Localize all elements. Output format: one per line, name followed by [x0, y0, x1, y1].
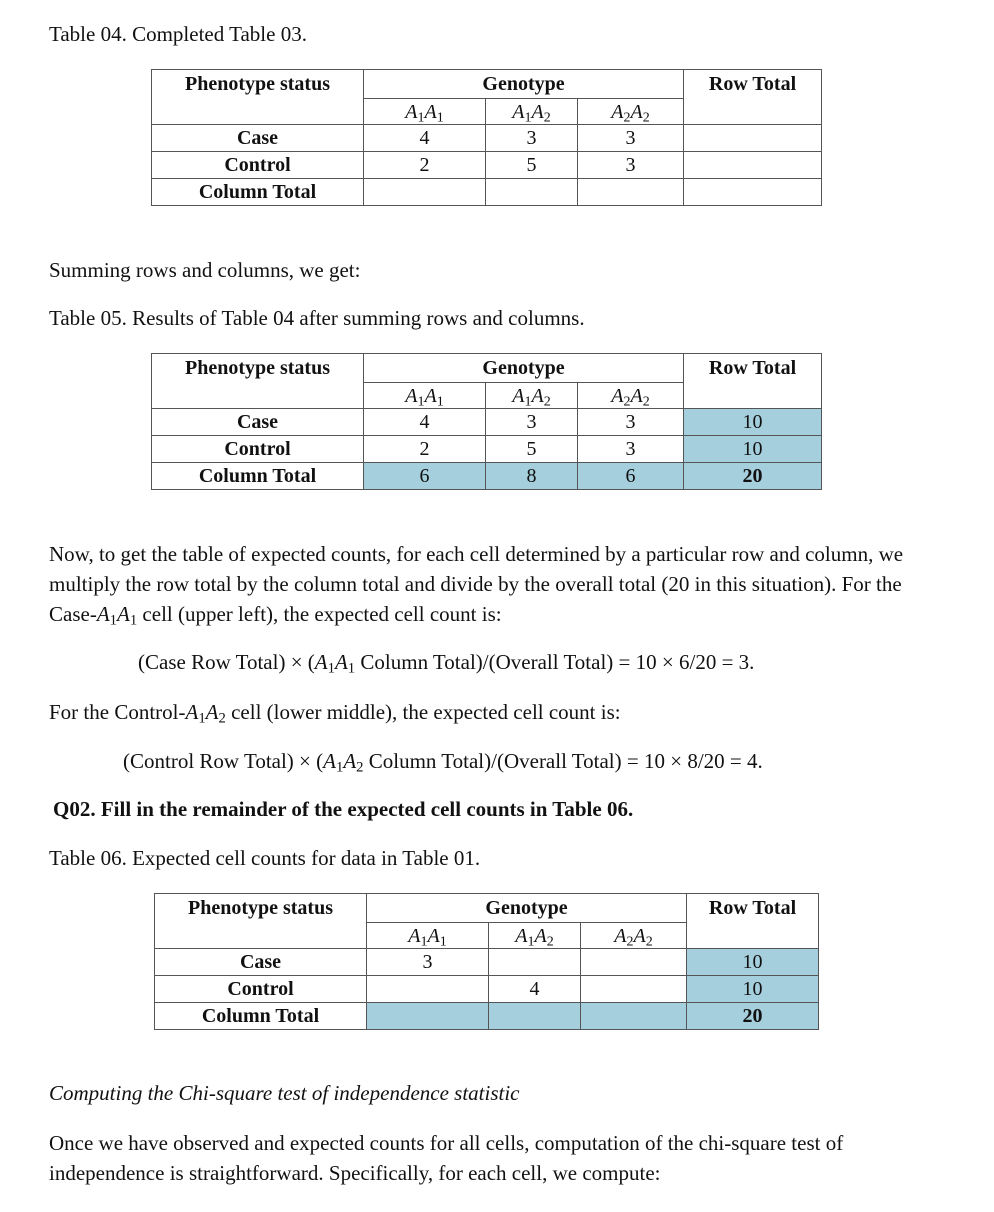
cell: 4 [489, 976, 581, 1003]
row-label: Column Total [152, 463, 364, 490]
genotype-a1a1: $A_1A_1$ [364, 99, 486, 125]
column-total [581, 1003, 687, 1030]
row-label: Column Total [155, 1003, 367, 1030]
genotype-a1a2: $A_1A_2$ [486, 99, 578, 125]
row-total: 10 [684, 409, 822, 436]
cell: 3 [486, 409, 578, 436]
cell: 4 [364, 125, 486, 152]
table-row [152, 436, 822, 463]
cell [367, 976, 489, 1003]
cell: 3 [578, 436, 684, 463]
table-row [155, 976, 819, 1003]
cell: 2 [364, 152, 486, 179]
table04-caption: Table 04. Completed Table 03. [49, 22, 307, 46]
table05-caption: Table 05. Results of Table 04 after summing rows and columns. [49, 306, 585, 330]
cell: 3 [578, 125, 684, 152]
cell: 3 [578, 152, 684, 179]
cell: 3 [578, 409, 684, 436]
section-heading: Computing the Chi-square test of independence statistic [49, 1081, 520, 1105]
chi-square-paragraph: Once we have observed and expected counts for all cells, computation of the chi-square test of independence is straightforward. Specifically, for each cell, we compute: [49, 1131, 844, 1185]
cell: 5 [486, 152, 578, 179]
row-label: Case [152, 409, 364, 436]
formula-control-a1a2: (Control Row Total) × ($A_1A_2$ Column Total)/(Overall Total) = 10 × 8/20 = 4. [123, 749, 763, 776]
genotype-a2a2: $A_2A_2$ [581, 923, 687, 949]
row-label: Control [155, 976, 367, 1003]
genotype-a1a1: $A_1A_1$ [364, 383, 486, 409]
genotype-header: Genotype [367, 894, 687, 923]
table-row [152, 409, 822, 436]
cell [581, 976, 687, 1003]
cell [364, 179, 486, 206]
genotype-header: Genotype [364, 354, 684, 383]
overall-total: 20 [687, 1003, 819, 1030]
cell [578, 179, 684, 206]
cell [581, 949, 687, 976]
cell: 4 [364, 409, 486, 436]
table-row [152, 125, 822, 152]
row-total: 10 [687, 976, 819, 1003]
cell: 3 [486, 125, 578, 152]
row-total: 10 [687, 949, 819, 976]
table06-caption: Table 06. Expected cell counts for data in Table 01. [49, 846, 481, 870]
row-total-header: Row Total [684, 354, 822, 383]
cell: 2 [364, 436, 486, 463]
genotype-header: Genotype [364, 70, 684, 99]
summing-text: Summing rows and columns, we get: [49, 258, 361, 282]
phenotype-header: Phenotype status [155, 894, 367, 923]
genotype-a1a1: $A_1A_1$ [367, 923, 489, 949]
genotype-a1a2: $A_1A_2$ [486, 383, 578, 409]
cell: 5 [486, 436, 578, 463]
phenotype-header: Phenotype status [152, 354, 364, 383]
cell [486, 179, 578, 206]
column-total: 8 [486, 463, 578, 490]
table-row [155, 1003, 819, 1030]
column-total [367, 1003, 489, 1030]
control-paragraph: For the Control-$A_1A_2$ cell (lower middle), the expected cell count is: [49, 700, 621, 727]
genotype-a2a2: $A_2A_2$ [578, 383, 684, 409]
table-row [152, 463, 822, 490]
genotype-a1a2: $A_1A_2$ [489, 923, 581, 949]
row-total: 10 [684, 436, 822, 463]
row-label: Case [155, 949, 367, 976]
row-total [684, 179, 822, 206]
question-q02: Q02. Fill in the remainder of the expected cell counts in Table 06. [53, 797, 634, 821]
table-row [152, 152, 822, 179]
cell: 3 [367, 949, 489, 976]
cell [489, 949, 581, 976]
formula-case-a1a1: (Case Row Total) × ($A_1A_1$ Column Total)/(Overall Total) = 10 × 6/20 = 3. [138, 650, 755, 677]
table-row [155, 949, 819, 976]
row-total-header: Row Total [684, 70, 822, 99]
expected-counts-paragraph: Now, to get the table of expected counts, for each cell determined by a particular row and column, we multiply the row total by the column total and divide by the overall total (20 in this situation). For the Case-$A_1A_1$ cell (upper left), the expected cell count is: [49, 542, 904, 629]
table-row [152, 179, 822, 206]
phenotype-header: Phenotype status [152, 70, 364, 99]
row-label: Control [152, 152, 364, 179]
row-total [684, 152, 822, 179]
column-total [489, 1003, 581, 1030]
genotype-a2a2: $A_2A_2$ [578, 99, 684, 125]
table04 [151, 69, 822, 206]
overall-total: 20 [684, 463, 822, 490]
table06 [154, 893, 819, 1030]
row-total-header: Row Total [687, 894, 819, 923]
column-total: 6 [578, 463, 684, 490]
table05 [151, 353, 822, 490]
row-total [684, 125, 822, 152]
row-label: Column Total [152, 179, 364, 206]
column-total: 6 [364, 463, 486, 490]
row-label: Case [152, 125, 364, 152]
row-label: Control [152, 436, 364, 463]
